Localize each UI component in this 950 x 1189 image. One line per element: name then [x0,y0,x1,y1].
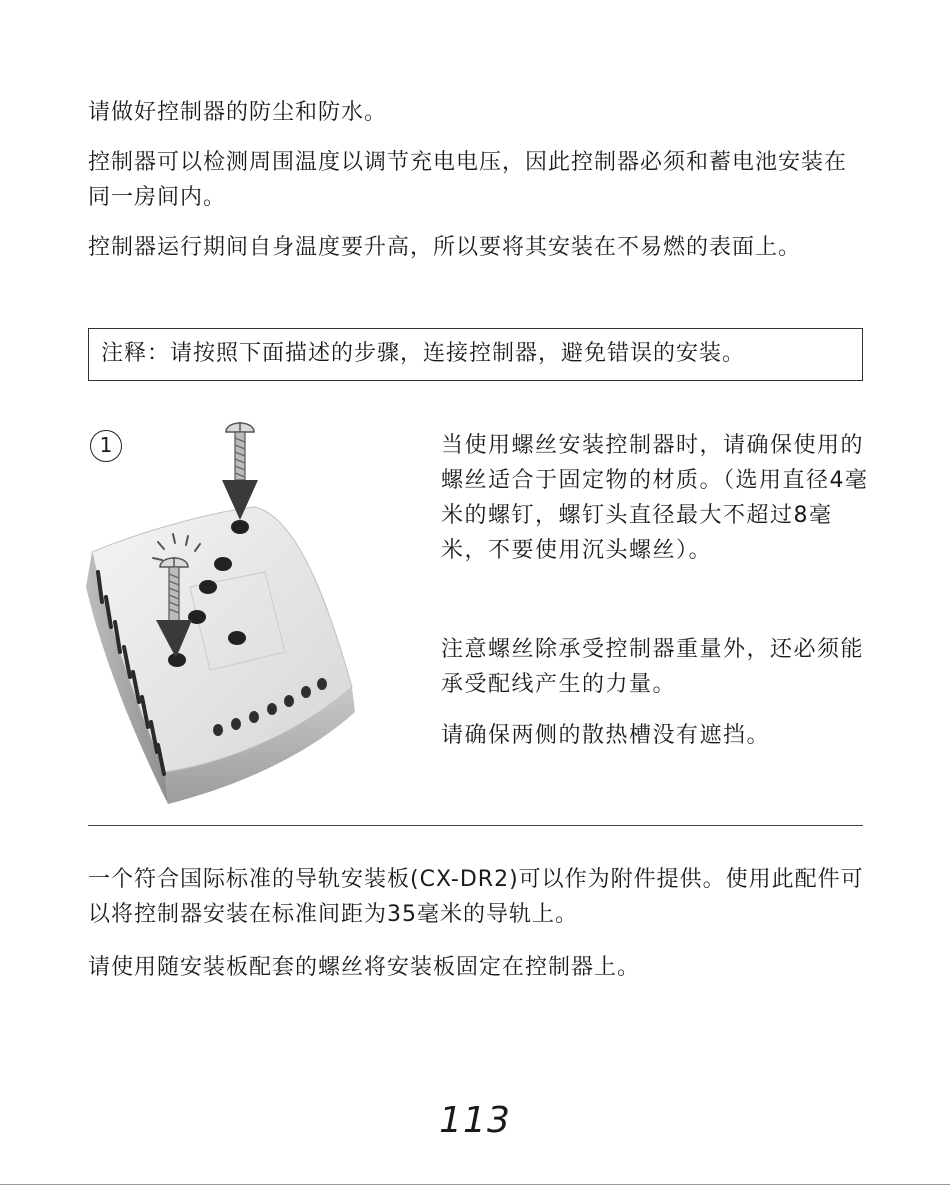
paragraph-rail-screws: 请使用随安装板配套的螺丝将安装板固定在控制器上。 [88,955,641,980]
step-text-vents-clear: 请确保两侧的散热槽没有遮挡。 [441,723,771,748]
note-box: 注释：请按照下面描述的步骤，连接控制器，避免错误的安装。 [88,328,863,381]
controller-mounting-illustration [80,412,380,812]
page-bottom-rule [0,1184,950,1185]
page-number: 113 [439,1100,511,1141]
step-text-screw-selection: 当使用螺丝安装控制器时，请确保使用的螺丝适合于固定物的材质。（选用直径4毫米的螺钉，螺钉头直径最大不超过8毫米，不要使用沉头螺丝）。 [441,433,869,563]
paragraph-rail-plate: 一个符合国际标准的导轨安装板(CX-DR2)可以作为附件提供。使用此配件可以将控制器安装在标准间距为35毫米的导轨上。 [88,867,864,927]
step-text-load-bearing: 注意螺丝除承受控制器重量外，还必须能承受配线产生的力量。 [441,637,865,697]
step-number-badge: 1 [90,430,122,462]
paragraph-heat-surface: 控制器运行期间自身温度要升高，所以要将其安装在不易燃的表面上。 [88,235,802,260]
paragraph-same-room: 控制器可以检测周围温度以调节充电电压，因此控制器必须和蓄电池安装在同一房间内。 [88,150,848,210]
paragraph-dust-water: 请做好控制器的防尘和防水。 [88,100,388,125]
section-divider [88,825,863,826]
